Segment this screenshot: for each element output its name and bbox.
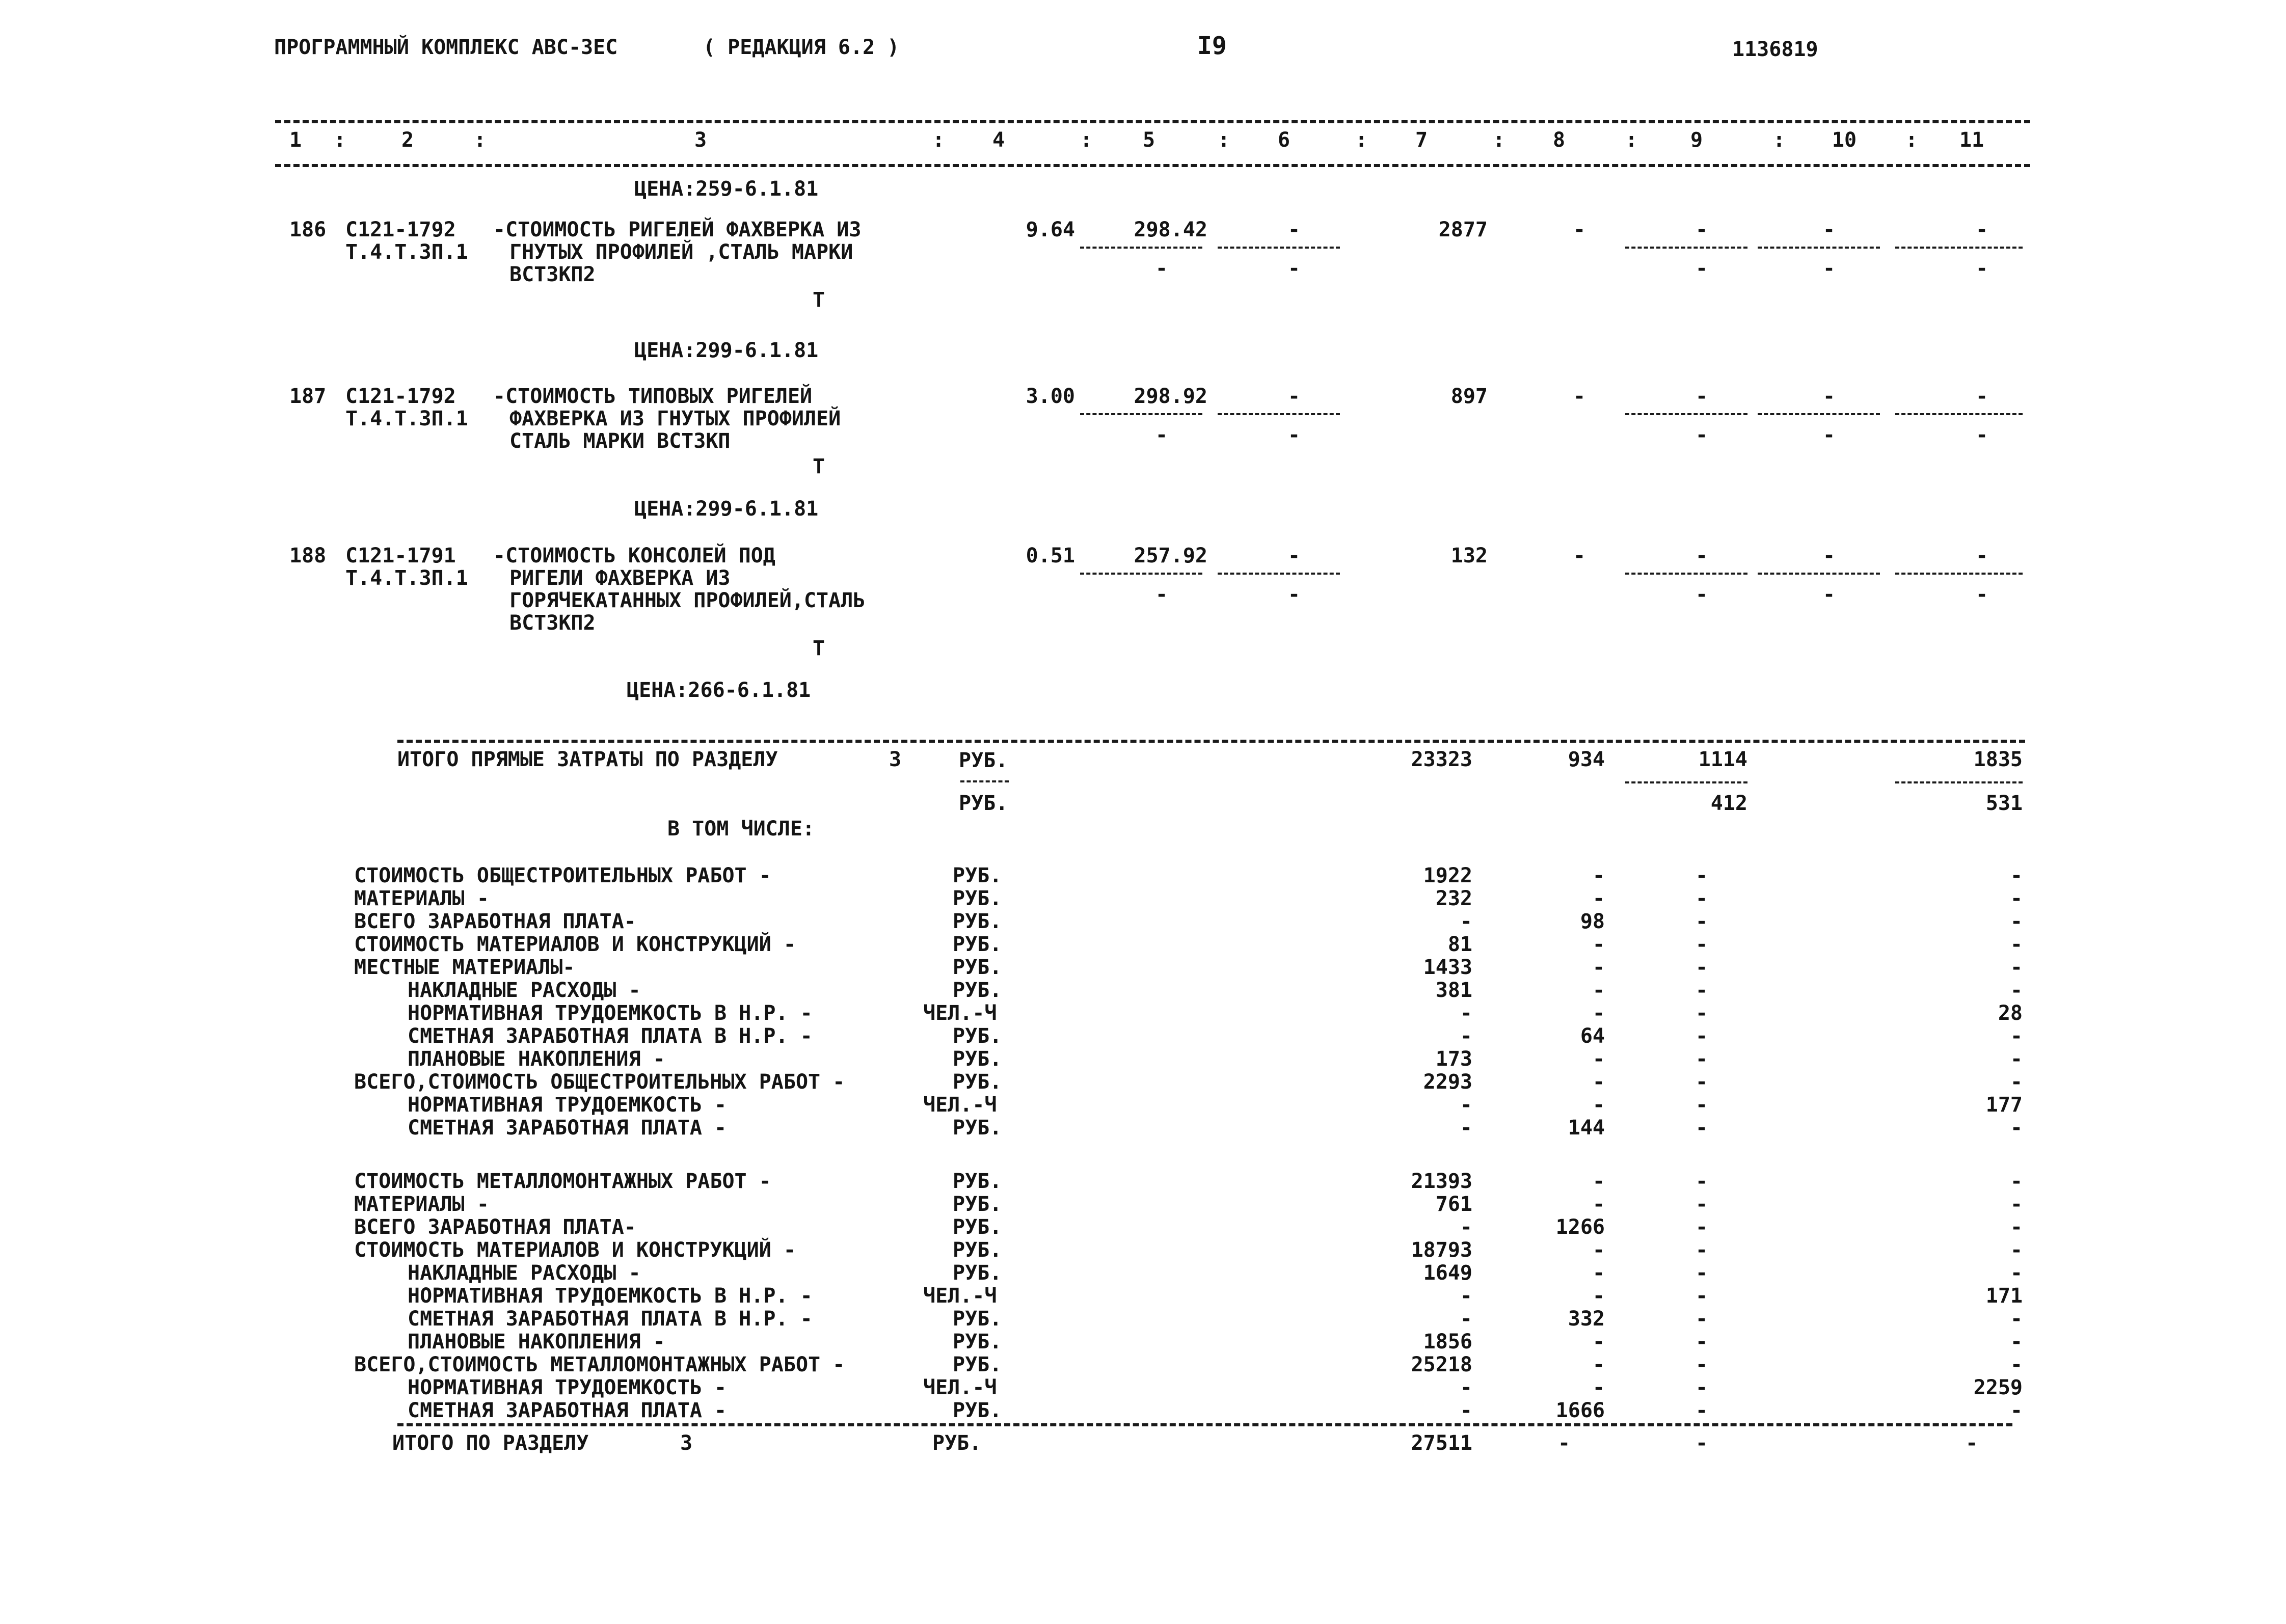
summary-col9: -	[1695, 1376, 1708, 1399]
summary-col11: -	[2010, 1024, 2023, 1048]
summary-unit: РУБ.	[953, 1116, 1002, 1140]
section-total-number: 3	[680, 1431, 693, 1455]
summary-col8: -	[1592, 1170, 1605, 1193]
entry-description-line: ГНУТЫХ ПРОФИЛЕЙ ,СТАЛЬ МАРКИ	[509, 240, 853, 264]
entry-subrule	[1758, 413, 1880, 415]
summary-col9: -	[1695, 1307, 1708, 1331]
entry-total: 897	[1450, 385, 1488, 408]
column-separator: :	[932, 128, 945, 152]
total-direct-col9: 1114	[1698, 748, 1747, 771]
summary-col11: -	[2010, 1116, 2023, 1140]
summary-label: НОРМАТИВНАЯ ТРУДОЕМКОСТЬ -	[408, 1093, 727, 1117]
summary-label: ВСЕГО ЗАРАБОТНАЯ ПЛАТА-	[354, 910, 636, 933]
column-number: 2	[401, 128, 414, 152]
col11-rule	[1895, 781, 2023, 783]
entry-subvalue: -	[1287, 257, 1301, 280]
summary-col9: -	[1695, 864, 1708, 887]
column-separator: :	[1625, 128, 1638, 152]
summary-col9: -	[1695, 1024, 1708, 1048]
entry-quantity: 9.64	[1026, 218, 1075, 241]
entry-col8: -	[1573, 218, 1586, 241]
summary-col11: -	[2010, 910, 2023, 933]
column-number: 1	[289, 128, 302, 152]
summary-col7: -	[1460, 1024, 1472, 1048]
summary-col7: 25218	[1411, 1353, 1472, 1376]
summary-label: СМЕТНАЯ ЗАРАБОТНАЯ ПЛАТА В Н.Р. -	[408, 1307, 813, 1331]
summary-unit: РУБ.	[953, 910, 1002, 933]
entry-ref: Т.4.Т.3П.1	[345, 566, 468, 590]
entry-code: С121-1791	[345, 544, 456, 567]
summary-col8: -	[1592, 1093, 1605, 1117]
summary-label: СТОИМОСТЬ МАТЕРИАЛОВ И КОНСТРУКЦИЙ -	[354, 1238, 796, 1262]
entry-subrule	[1218, 413, 1340, 415]
summary-label: СТОИМОСТЬ МЕТАЛЛОМОНТАЖНЫХ РАБОТ -	[354, 1170, 771, 1193]
summary-col11: -	[2010, 1047, 2023, 1071]
section-total-unit: РУБ.	[932, 1431, 982, 1455]
summary-col8: -	[1592, 1047, 1605, 1071]
summary-unit: РУБ.	[953, 1215, 1002, 1239]
summary-label: СТОИМОСТЬ ОБЩЕСТРОИТЕЛЬНЫХ РАБОТ -	[354, 864, 771, 887]
entry-col11: -	[1975, 218, 1988, 241]
entry-description-line: ФАХВЕРКА ИЗ ГНУТЫХ ПРОФИЛЕЙ	[509, 407, 841, 430]
summary-col9: -	[1695, 1170, 1708, 1193]
entry-subvalue: -	[1822, 583, 1836, 606]
total-direct-col7: 23323	[1411, 748, 1472, 771]
total-direct-col8: 934	[1568, 748, 1605, 771]
entry-col6: -	[1287, 385, 1301, 408]
entry-subvalue: -	[1975, 583, 1988, 606]
summary-unit: РУБ.	[953, 1353, 1002, 1376]
entry-total: 132	[1450, 544, 1488, 567]
summary-col11: -	[2010, 1261, 2023, 1285]
summary-col8: -	[1592, 1070, 1605, 1094]
summary-label: СМЕТНАЯ ЗАРАБОТНАЯ ПЛАТА -	[408, 1399, 727, 1422]
entry-number: 186	[289, 218, 327, 241]
entry-description-line: -СТОИМОСТЬ ТИПОВЫХ РИГЕЛЕЙ	[493, 385, 813, 408]
entry-number: 188	[289, 544, 327, 567]
entry-subrule	[1218, 573, 1340, 575]
summary-col11: -	[2010, 1399, 2023, 1422]
summary-col8: -	[1592, 887, 1605, 910]
entry-unit-price: 257.92	[1134, 544, 1207, 567]
section-total-rule	[397, 1423, 2012, 1426]
summary-unit: РУБ.	[953, 1330, 1002, 1354]
entry-ref: Т.4.Т.3П.1	[345, 407, 468, 430]
summary-col11: -	[2010, 1307, 2023, 1331]
entry-description-line: РИГЕЛИ ФАХВЕРКА ИЗ	[509, 566, 731, 590]
entry-subvalue: -	[1975, 423, 1988, 447]
column-number: 5	[1142, 128, 1155, 152]
entry-unit: Т	[813, 637, 825, 660]
summary-col11: -	[2010, 864, 2023, 887]
summary-col8: -	[1592, 1330, 1605, 1354]
entry-description-line: ВСТЗКП2	[509, 263, 596, 286]
summary-col9: -	[1695, 933, 1708, 956]
summary-unit: РУБ.	[953, 1047, 1002, 1071]
column-separator: :	[1218, 128, 1230, 152]
summary-col7: 232	[1435, 887, 1472, 910]
summary-col11: 177	[1985, 1093, 2023, 1117]
entry-ref: Т.4.Т.3П.1	[345, 240, 468, 264]
summary-col8: 64	[1580, 1024, 1605, 1048]
summary-col11: 28	[1998, 1002, 2023, 1025]
summary-label: НОРМАТИВНАЯ ТРУДОЕМКОСТЬ В Н.Р. -	[408, 1002, 813, 1025]
summary-col7: 2293	[1423, 1070, 1472, 1094]
summary-unit: РУБ.	[953, 1024, 1002, 1048]
total-direct-unit: РУБ.	[959, 749, 1008, 772]
summary-col9: -	[1695, 1330, 1708, 1354]
entry-subrule	[1895, 247, 2023, 249]
entry-quantity: 3.00	[1026, 385, 1075, 408]
entry-quantity: 0.51	[1026, 544, 1075, 567]
entry-unit: Т	[813, 288, 825, 312]
total-direct-unit-2: РУБ.	[959, 792, 1008, 815]
summary-col7: -	[1460, 1116, 1472, 1140]
summary-col8: -	[1592, 956, 1605, 979]
summary-unit: РУБ.	[953, 887, 1002, 910]
summary-label: НАКЛАДНЫЕ РАСХОДЫ -	[408, 1261, 641, 1285]
summary-col7: 21393	[1411, 1170, 1472, 1193]
summary-col9: -	[1695, 910, 1708, 933]
column-number: 11	[1959, 128, 1984, 152]
entry-code: С121-1792	[345, 385, 456, 408]
column-number: 7	[1415, 128, 1428, 152]
total-direct-section: 3	[889, 748, 902, 771]
entry-col9: -	[1695, 385, 1708, 408]
summary-col8: -	[1592, 1193, 1605, 1216]
entry-subrule	[1625, 573, 1747, 575]
entry-subvalue: -	[1695, 423, 1708, 447]
summary-col8: -	[1592, 933, 1605, 956]
summary-col8: -	[1592, 1238, 1605, 1262]
entry-subrule	[1080, 247, 1202, 249]
column-separator: :	[334, 128, 346, 152]
entry-unit-price: 298.92	[1134, 385, 1207, 408]
summary-col8: -	[1592, 1376, 1605, 1399]
header-rule-bottom	[275, 164, 2030, 167]
summary-col11: -	[2010, 956, 2023, 979]
summary-unit: РУБ.	[953, 1261, 1002, 1285]
column-number: 8	[1552, 128, 1566, 152]
summary-col9: -	[1695, 1238, 1708, 1262]
summary-col7: -	[1460, 1215, 1472, 1239]
summary-label: СТОИМОСТЬ МАТЕРИАЛОВ И КОНСТРУКЦИЙ -	[354, 933, 796, 956]
edition-label: ( РЕДАКЦИЯ 6.2 )	[703, 36, 900, 59]
summary-col9: -	[1695, 1070, 1708, 1094]
section-total-col7: 27511	[1411, 1431, 1472, 1455]
column-separator: :	[1493, 128, 1505, 152]
summary-col9: -	[1695, 1047, 1708, 1071]
total-direct-label: ИТОГО ПРЯМЫЕ ЗАТРАТЫ ПО РАЗДЕЛУ	[397, 748, 778, 771]
summary-col7: 173	[1435, 1047, 1472, 1071]
entry-col9: -	[1695, 218, 1708, 241]
entry-description-line: СТАЛЬ МАРКИ ВСТЗКП	[509, 429, 731, 453]
summary-col11: -	[2010, 1353, 2023, 1376]
column-separator: :	[1905, 128, 1918, 152]
summary-col7: -	[1460, 1376, 1472, 1399]
summary-col7: -	[1460, 1399, 1472, 1422]
summary-col9: -	[1695, 1093, 1708, 1117]
summary-label: ВСЕГО,СТОИМОСТЬ ОБЩЕСТРОИТЕЛЬНЫХ РАБОТ -	[354, 1070, 845, 1094]
column-number: 4	[992, 128, 1005, 152]
entry-subvalue: -	[1695, 583, 1708, 606]
summary-col7: 1433	[1423, 956, 1472, 979]
column-separator: :	[1773, 128, 1786, 152]
column-number: 9	[1690, 128, 1703, 152]
summary-col7: 1649	[1423, 1261, 1472, 1285]
summary-col8: -	[1592, 1353, 1605, 1376]
summary-col11: -	[2010, 1330, 2023, 1354]
summary-label: НОРМАТИВНАЯ ТРУДОЕМКОСТЬ В Н.Р. -	[408, 1284, 813, 1308]
summary-unit: РУБ.	[953, 956, 1002, 979]
summary-label: МАТЕРИАЛЫ -	[354, 1193, 489, 1216]
document-code: 1136819	[1732, 38, 1818, 61]
summary-col8: -	[1592, 1284, 1605, 1308]
price-label: ЦЕНА:299-6.1.81	[634, 339, 819, 362]
total-direct-col11: 1835	[1973, 748, 2023, 771]
summary-col11: -	[2010, 1070, 2023, 1094]
entry-description-line: ВСТЗКП2	[509, 611, 596, 635]
summary-col7: -	[1460, 1307, 1472, 1331]
summary-col11: -	[2010, 979, 2023, 1002]
summary-col7: 1856	[1423, 1330, 1472, 1354]
summary-col11: 2259	[1973, 1376, 2023, 1399]
entry-total: 2877	[1438, 218, 1488, 241]
summary-col9: -	[1695, 1215, 1708, 1239]
entry-subvalue: -	[1155, 257, 1168, 280]
entry-subvalue: -	[1287, 423, 1301, 447]
total-direct-col11b: 531	[1985, 792, 2023, 815]
summary-col8: 98	[1580, 910, 1605, 933]
summary-col7: 1922	[1423, 864, 1472, 887]
summary-col11: -	[2010, 887, 2023, 910]
price-label: ЦЕНА:299-6.1.81	[634, 497, 819, 521]
entry-code: С121-1792	[345, 218, 456, 241]
summary-col8: -	[1592, 1002, 1605, 1025]
summary-col11: -	[2010, 1170, 2023, 1193]
summary-unit: РУБ.	[953, 933, 1002, 956]
price-label: ЦЕНА:266-6.1.81	[627, 679, 811, 702]
totals-rule	[397, 740, 2025, 743]
total-direct-col9b: 412	[1710, 792, 1747, 815]
summary-unit: РУБ.	[953, 864, 1002, 887]
page-number: I9	[1197, 32, 1227, 60]
column-separator: :	[474, 128, 487, 152]
entry-subvalue: -	[1155, 423, 1168, 447]
entry-subvalue: -	[1975, 257, 1988, 280]
summary-col8: 1666	[1555, 1399, 1605, 1422]
summary-unit: РУБ.	[953, 1399, 1002, 1422]
entry-subvalue: -	[1155, 583, 1168, 606]
entry-subrule	[1625, 247, 1747, 249]
summary-col9: -	[1695, 1193, 1708, 1216]
entry-col9: -	[1695, 544, 1708, 567]
entry-col10: -	[1822, 218, 1836, 241]
summary-label: МАТЕРИАЛЫ -	[354, 887, 489, 910]
summary-col9: -	[1695, 887, 1708, 910]
summary-col9: -	[1695, 1284, 1708, 1308]
section-total-col8: -	[1557, 1431, 1571, 1455]
summary-unit: РУБ.	[953, 979, 1002, 1002]
entry-description-line: -СТОИМОСТЬ РИГЕЛЕЙ ФАХВЕРКА ИЗ	[493, 218, 862, 241]
summary-unit: РУБ.	[953, 1070, 1002, 1094]
summary-unit: РУБ.	[953, 1307, 1002, 1331]
summary-col11: -	[2010, 1238, 2023, 1262]
entry-subvalue: -	[1822, 257, 1836, 280]
summary-label: ВСЕГО,СТОИМОСТЬ МЕТАЛЛОМОНТАЖНЫХ РАБОТ -	[354, 1353, 845, 1376]
summary-col11: 171	[1985, 1284, 2023, 1308]
summary-col8: -	[1592, 979, 1605, 1002]
entry-subrule	[1895, 413, 2023, 415]
entry-number: 187	[289, 385, 327, 408]
entry-subrule	[1895, 573, 2023, 575]
summary-col11: -	[2010, 1215, 2023, 1239]
entry-description-line: -СТОИМОСТЬ КОНСОЛЕЙ ПОД	[493, 544, 775, 567]
summary-label: СМЕТНАЯ ЗАРАБОТНАЯ ПЛАТА -	[408, 1116, 727, 1140]
entry-col11: -	[1975, 544, 1988, 567]
summary-unit: ЧЕЛ.-Ч	[923, 1002, 997, 1025]
summary-col7: -	[1460, 1002, 1472, 1025]
summary-col8: 332	[1568, 1307, 1605, 1331]
summary-col8: -	[1592, 864, 1605, 887]
entry-unit-price: 298.42	[1134, 218, 1207, 241]
summary-unit: ЧЕЛ.-Ч	[923, 1093, 997, 1117]
section-total-col9: -	[1695, 1431, 1708, 1455]
summary-col9: -	[1695, 1399, 1708, 1422]
summary-label: НАКЛАДНЫЕ РАСХОДЫ -	[408, 979, 641, 1002]
summary-col7: -	[1460, 910, 1472, 933]
summary-col9: -	[1695, 956, 1708, 979]
summary-col8: 1266	[1555, 1215, 1605, 1239]
summary-col7: 81	[1447, 933, 1472, 956]
summary-unit: РУБ.	[953, 1193, 1002, 1216]
summary-col7: -	[1460, 1093, 1472, 1117]
entry-col10: -	[1822, 544, 1836, 567]
summary-col9: -	[1695, 1002, 1708, 1025]
summary-col11: -	[2010, 1193, 2023, 1216]
column-number: 10	[1832, 128, 1857, 152]
unit-rule	[960, 780, 1009, 782]
summary-col8: 144	[1568, 1116, 1605, 1140]
summary-label: ПЛАНОВЫЕ НАКОПЛЕНИЯ -	[408, 1047, 665, 1071]
header-rule-top	[275, 120, 2030, 123]
summary-label: СМЕТНАЯ ЗАРАБОТНАЯ ПЛАТА В Н.Р. -	[408, 1024, 813, 1048]
entry-col10: -	[1822, 385, 1836, 408]
entry-subrule	[1625, 413, 1747, 415]
section-total-col11: -	[1965, 1431, 1978, 1455]
entry-subvalue: -	[1287, 583, 1301, 606]
column-separator: :	[1080, 128, 1093, 152]
summary-unit: ЧЕЛ.-Ч	[923, 1284, 997, 1308]
summary-col7: -	[1460, 1284, 1472, 1308]
column-number: 6	[1277, 128, 1290, 152]
entry-subrule	[1218, 247, 1340, 249]
summary-col9: -	[1695, 1261, 1708, 1285]
entry-subvalue: -	[1695, 257, 1708, 280]
column-separator: :	[1355, 128, 1368, 152]
summary-col11: -	[2010, 933, 2023, 956]
summary-col9: -	[1695, 979, 1708, 1002]
summary-col9: -	[1695, 1116, 1708, 1140]
entry-subrule	[1758, 247, 1880, 249]
entry-subrule	[1080, 573, 1202, 575]
summary-col8: -	[1592, 1261, 1605, 1285]
summary-label: НОРМАТИВНАЯ ТРУДОЕМКОСТЬ -	[408, 1376, 727, 1399]
summary-unit: ЧЕЛ.-Ч	[923, 1376, 997, 1399]
program-title: ПРОГРАММНЫЙ КОМПЛЕКС АВС-ЗЕС	[274, 36, 618, 59]
summary-label: МЕСТНЫЕ МАТЕРИАЛЫ-	[354, 956, 575, 979]
section-total-label: ИТОГО ПО РАЗДЕЛУ	[392, 1431, 589, 1455]
column-number: 3	[694, 128, 707, 152]
entry-description-line: ГОРЯЧЕКАТАННЫХ ПРОФИЛЕЙ,СТАЛЬ	[509, 589, 866, 612]
col9-rule	[1625, 781, 1747, 783]
summary-unit: РУБ.	[953, 1238, 1002, 1262]
entry-unit: Т	[813, 455, 825, 478]
entry-subvalue: -	[1822, 423, 1836, 447]
summary-label: ВСЕГО ЗАРАБОТНАЯ ПЛАТА-	[354, 1215, 636, 1239]
including-label: В ТОМ ЧИСЛЕ:	[667, 817, 815, 841]
summary-unit: РУБ.	[953, 1170, 1002, 1193]
summary-label: ПЛАНОВЫЕ НАКОПЛЕНИЯ -	[408, 1330, 665, 1354]
entry-col6: -	[1287, 218, 1301, 241]
entry-col11: -	[1975, 385, 1988, 408]
entry-col6: -	[1287, 544, 1301, 567]
summary-col7: 18793	[1411, 1238, 1472, 1262]
entry-col8: -	[1573, 385, 1586, 408]
entry-subrule	[1080, 413, 1202, 415]
entry-subrule	[1758, 573, 1880, 575]
entry-col8: -	[1573, 544, 1586, 567]
price-label: ЦЕНА:259-6.1.81	[634, 177, 819, 201]
summary-col9: -	[1695, 1353, 1708, 1376]
summary-col7: 761	[1435, 1193, 1472, 1216]
summary-col7: 381	[1435, 979, 1472, 1002]
